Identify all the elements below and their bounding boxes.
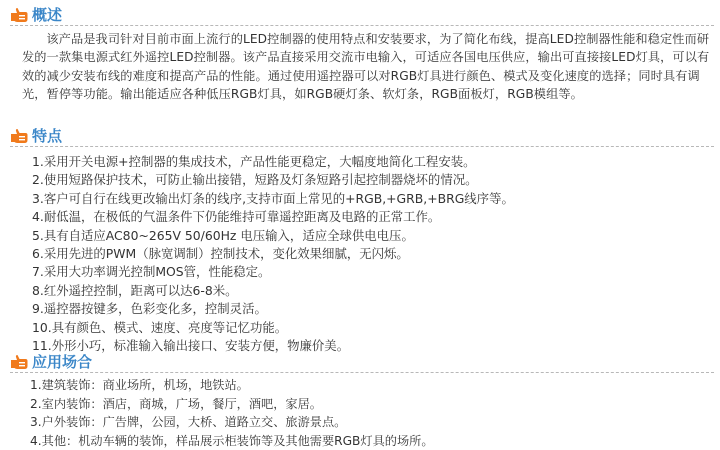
overview-title: 概述 [32,6,63,24]
applications-list [30,376,710,450]
hand-pointer-icon [10,7,28,23]
list-item: 3.客户可自行在线更改输出灯条的线序,支持市面上常见的+RGB,+GRB,+BRG线序等。 [32,190,514,206]
list-item: 3.户外装饰：广告牌，公园，大桥、道路立交、旅游景点。 [30,415,347,430]
features-list [32,153,712,355]
list-item: 1.采用开关电源+控制器的集成技术，产品性能更稳定，大幅度地简化工程安装。 [32,154,476,169]
overview-text: 该产品是我司针对目前市面上流行的LED控制器的使用特点和安装要求，为了简化布线，提高LED控制器性能和稳定性而研发的一款集电源式红外遥控LED控制器。该产品直接采用交流市电输入，可适应各国电压供应，输出可直接接LED灯具，可以有效的减少安装布线的难度和提高产品的性能。通过使用遥控器可以对RGB灯具进行颜色、模式及变化速度的选择；同时具有调光，暂停等功能。输出能适应各种低压RGB灯具，如RGB硬灯条、软灯条，RGB面板灯，RGB模组等。 [22,32,710,102]
list-item: 2.室内装饰：酒店，商城，广场，餐厅，酒吧，家居。 [30,396,322,411]
list-item: 4.耐低温，在极低的气温条件下仍能维持可靠遥控距离及电路的正常工作。 [32,209,441,225]
overview-header [0,4,720,26]
list-item: 11.外形小巧，标准输入输出接口、安装方便，物廉价美。 [32,338,350,354]
overview-section [0,4,720,102]
applications-divider [10,372,714,373]
applications-header [0,351,720,373]
hand-pointer-icon [10,354,28,370]
list-item: 5.具有自适应AC80~265V 50/60Hz 电压输入，适应全球供电电压。 [32,227,414,243]
features-header [0,125,720,147]
list-item: 4.其他：机动车辆的装饰，样品展示柜装饰等及其他需要RGB灯具的场所。 [30,433,434,448]
applications-title: 应用场合 [32,353,93,371]
hand-pointer-icon [10,128,28,144]
list-item: 1.建筑装饰：商业场所，机场，地铁站。 [30,378,249,392]
applications-section [0,351,720,448]
list-item: 10.具有颜色、模式、速度、亮度等记忆功能。 [32,319,288,335]
overview-divider [10,25,714,26]
features-divider [10,146,714,147]
list-item: 7.采用大功率调光控制MOS管，性能稳定。 [32,264,271,280]
list-item: 6.采用先进的PWM（脉宽调制）控制技术，变化效果细腻，无闪烁。 [32,246,409,262]
list-item: 2.使用短路保护技术，可防止输出接错，短路及灯条短路引起控制器烧坏的情况。 [32,172,478,188]
features-section [0,125,720,354]
list-item: 9.遥控器按键多，色彩变化多，控制灵活。 [32,301,267,317]
list-item: 8.红外遥控控制，距离可以达6-8米。 [32,282,238,298]
features-title: 特点 [32,127,63,145]
